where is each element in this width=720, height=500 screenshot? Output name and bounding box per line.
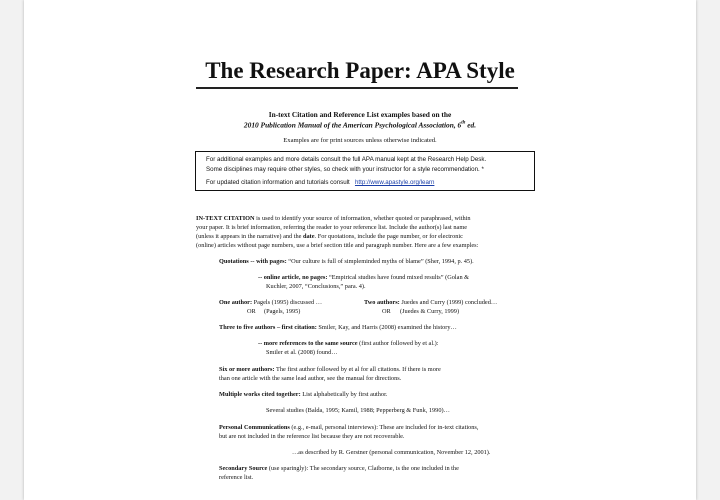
- example-personal-communications-sample: …as described by R. Gerstner (personal communication, November 12, 2001).: [292, 449, 491, 456]
- example-personal-communications: Personal Communications (e.g., e-mail, personal interviews): These are included for in-text citations,: [219, 424, 479, 431]
- example-quotations: Quotations -- with pages: “Our culture is full of simpleminded myths of blame” (Sher, 1994, p. 45).: [219, 258, 474, 265]
- intext-paragraph-line-2: your paper. It is brief information, referring the reader to your reference list. Include the author(s) last name: [196, 224, 468, 231]
- box-line-1: For additional examples and more details consult the full APA manual kept at the Research Help Desk.: [206, 156, 487, 163]
- page-title: The Research Paper: APA Style: [205, 58, 515, 83]
- print-sources-note: Examples are for print sources unless otherwise indicated.: [283, 137, 437, 144]
- example-secondary-source-cont: reference list.: [219, 474, 254, 481]
- example-two-authors: Two authors: Juedes and Curry (1999) concluded…: [364, 299, 498, 306]
- or-label-2: OR: [382, 308, 391, 315]
- example-three-five-authors: Three to five authors – first citation: Smiler, Kay, and Harris (2008) examined the history…: [219, 324, 457, 331]
- example-more-references: -- more references to the same source (first author followed by et al.):: [258, 340, 439, 347]
- example-six-more-authors-cont: than one article with the same lead author, see the manual for directions.: [219, 375, 402, 382]
- title-underline: [196, 87, 518, 89]
- example-multiple-works-sample: Several studies (Balda, 1995; Kamil, 1988; Pepperberg & Funk, 1990)…: [266, 407, 450, 414]
- intext-paragraph-line-3: (unless it appears in the narrative) and the date. For quotations, include the page number, or for electronic: [196, 233, 463, 240]
- help-desk-box: [195, 151, 535, 191]
- box-line-2: Some disciplines may require other styles, so check with your instructor for a style recommendation. *: [206, 166, 484, 173]
- example-two-authors-alt: (Juedes & Curry, 1999): [400, 308, 460, 315]
- example-personal-communications-cont: but are not included in the reference list because they are not recoverable.: [219, 433, 405, 440]
- apastyle-link[interactable]: http://www.apastyle.org/learn: [354, 179, 435, 186]
- subtitle-line-1: In-text Citation and Reference List examples based on the: [268, 110, 452, 119]
- example-six-more-authors: Six or more authors: The first author followed by et al for all citations. If there is more: [219, 366, 441, 373]
- example-one-author-alt: (Pagels, 1995): [264, 308, 301, 315]
- intext-paragraph-line-4: (online) articles without page numbers, use a brief section title and paragraph number. Here are a few examples:: [196, 242, 479, 249]
- example-online-article-cont: Kuchler, 2007, “Conclusions,” para. 4).: [266, 283, 366, 290]
- example-online-article: -- online article, no pages: “Empirical studies have found mixed results” (Golan &: [258, 274, 470, 281]
- example-one-author: One author: Pagels (1995) discussed …: [219, 299, 323, 306]
- example-secondary-source: Secondary Source (use sparingly): The secondary source, Claiborne, is the one included in the: [219, 465, 459, 472]
- subtitle-line-2: 2010 Publication Manual of the American Psychological Association, 6th ed.: [243, 120, 477, 130]
- box-line-3: For updated citation information and tutorials consult http://www.apastyle.org/learn: [206, 179, 435, 186]
- document-page: [24, 0, 696, 500]
- example-multiple-works: Multiple works cited together: List alphabetically by first author.: [219, 391, 388, 398]
- or-label-1: OR: [247, 308, 256, 315]
- example-more-references-cont: Smiler et al. (2008) found…: [266, 349, 338, 356]
- intext-paragraph-line-1: IN-TEXT CITATION is used to identify your source of information, whether quoted or paraphrased, within: [196, 215, 471, 222]
